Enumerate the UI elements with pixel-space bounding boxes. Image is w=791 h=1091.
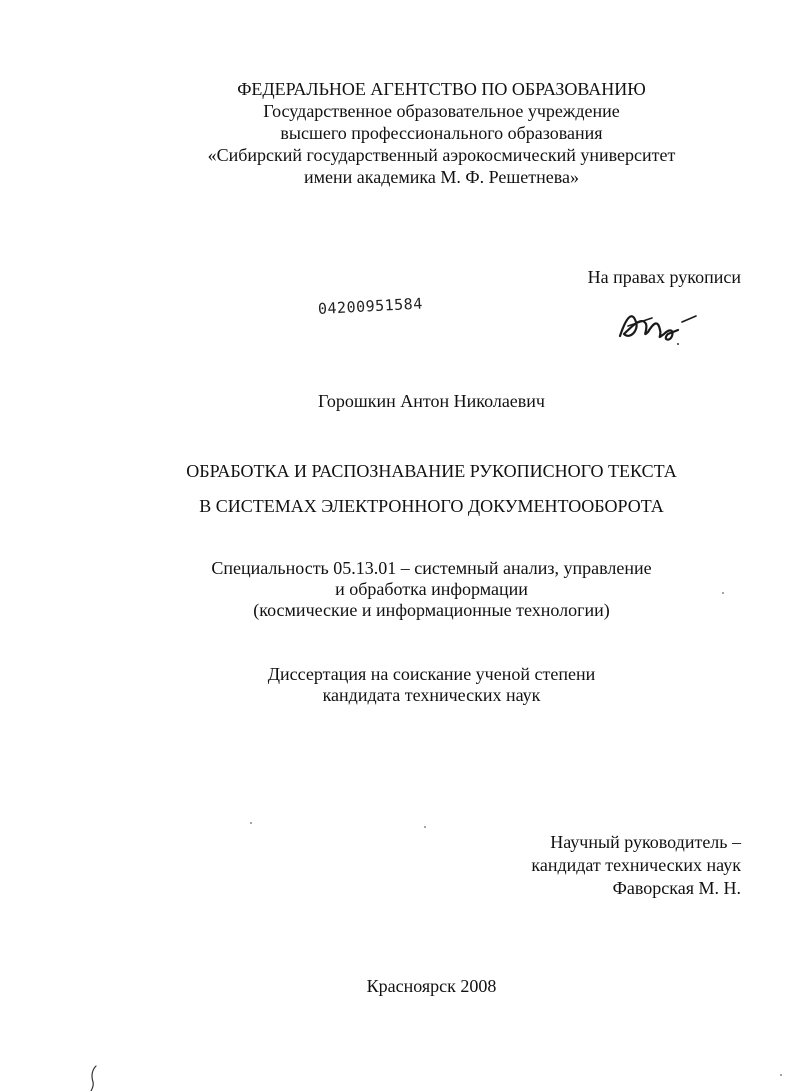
supervisor-name: Фаворская М. Н. [612,878,741,898]
institution-level: высшего профессионального образования [280,123,603,143]
catalog-number-stamp: 04200951584 [317,294,424,318]
scan-speck [250,822,252,824]
author-name [36,390,791,412]
dissertation-title [36,454,791,524]
scan-speck [722,592,724,594]
manuscript-rights-note: На правах рукописи [587,267,741,287]
degree-line-2: кандидата технических наук [322,685,541,705]
agency-name: ФЕДЕРАЛЬНОЕ АГЕНТСТВО ПО ОБРАЗОВАНИЮ [237,79,646,99]
title-line-2: В СИСТЕМАХ ЭЛЕКТРОННОГО ДОКУМЕНТООБОРОТА [199,496,664,516]
handwritten-signature [612,300,702,350]
supervisor-degree: кандидат технических наук [531,855,741,875]
speciality-block [36,558,791,621]
author-name-text: Горошкин Антон Николаевич [318,391,545,411]
degree-line-1: Диссертация на соискание ученой степени [267,664,596,684]
scan-speck [424,826,426,828]
speciality-line-1: Специальность 05.13.01 – системный анализ, управление [211,558,652,578]
institution-header [46,78,791,188]
supervisor-role: Научный руководитель – [550,832,741,852]
city-and-year [36,975,791,997]
university-name: «Сибирский государственный аэрокосмический университет [207,145,676,165]
city-year-text: Красноярск 2008 [366,976,497,996]
institution-type: Государственное образовательное учреждение [263,101,620,121]
title-line-1: ОБРАБОТКА И РАСПОЗНАВАНИЕ РУКОПИСНОГО ТЕКСТА [186,461,677,481]
scan-edge-mark [88,1064,100,1091]
university-namesake: имени академика М. Ф. Решетнева» [304,167,579,187]
scan-speck [780,1074,782,1076]
degree-block [36,664,791,706]
supervisor-block [531,831,741,900]
speciality-line-3: (космические и информационные технологии) [253,600,610,620]
speciality-line-2: и обработка информации [335,579,528,599]
